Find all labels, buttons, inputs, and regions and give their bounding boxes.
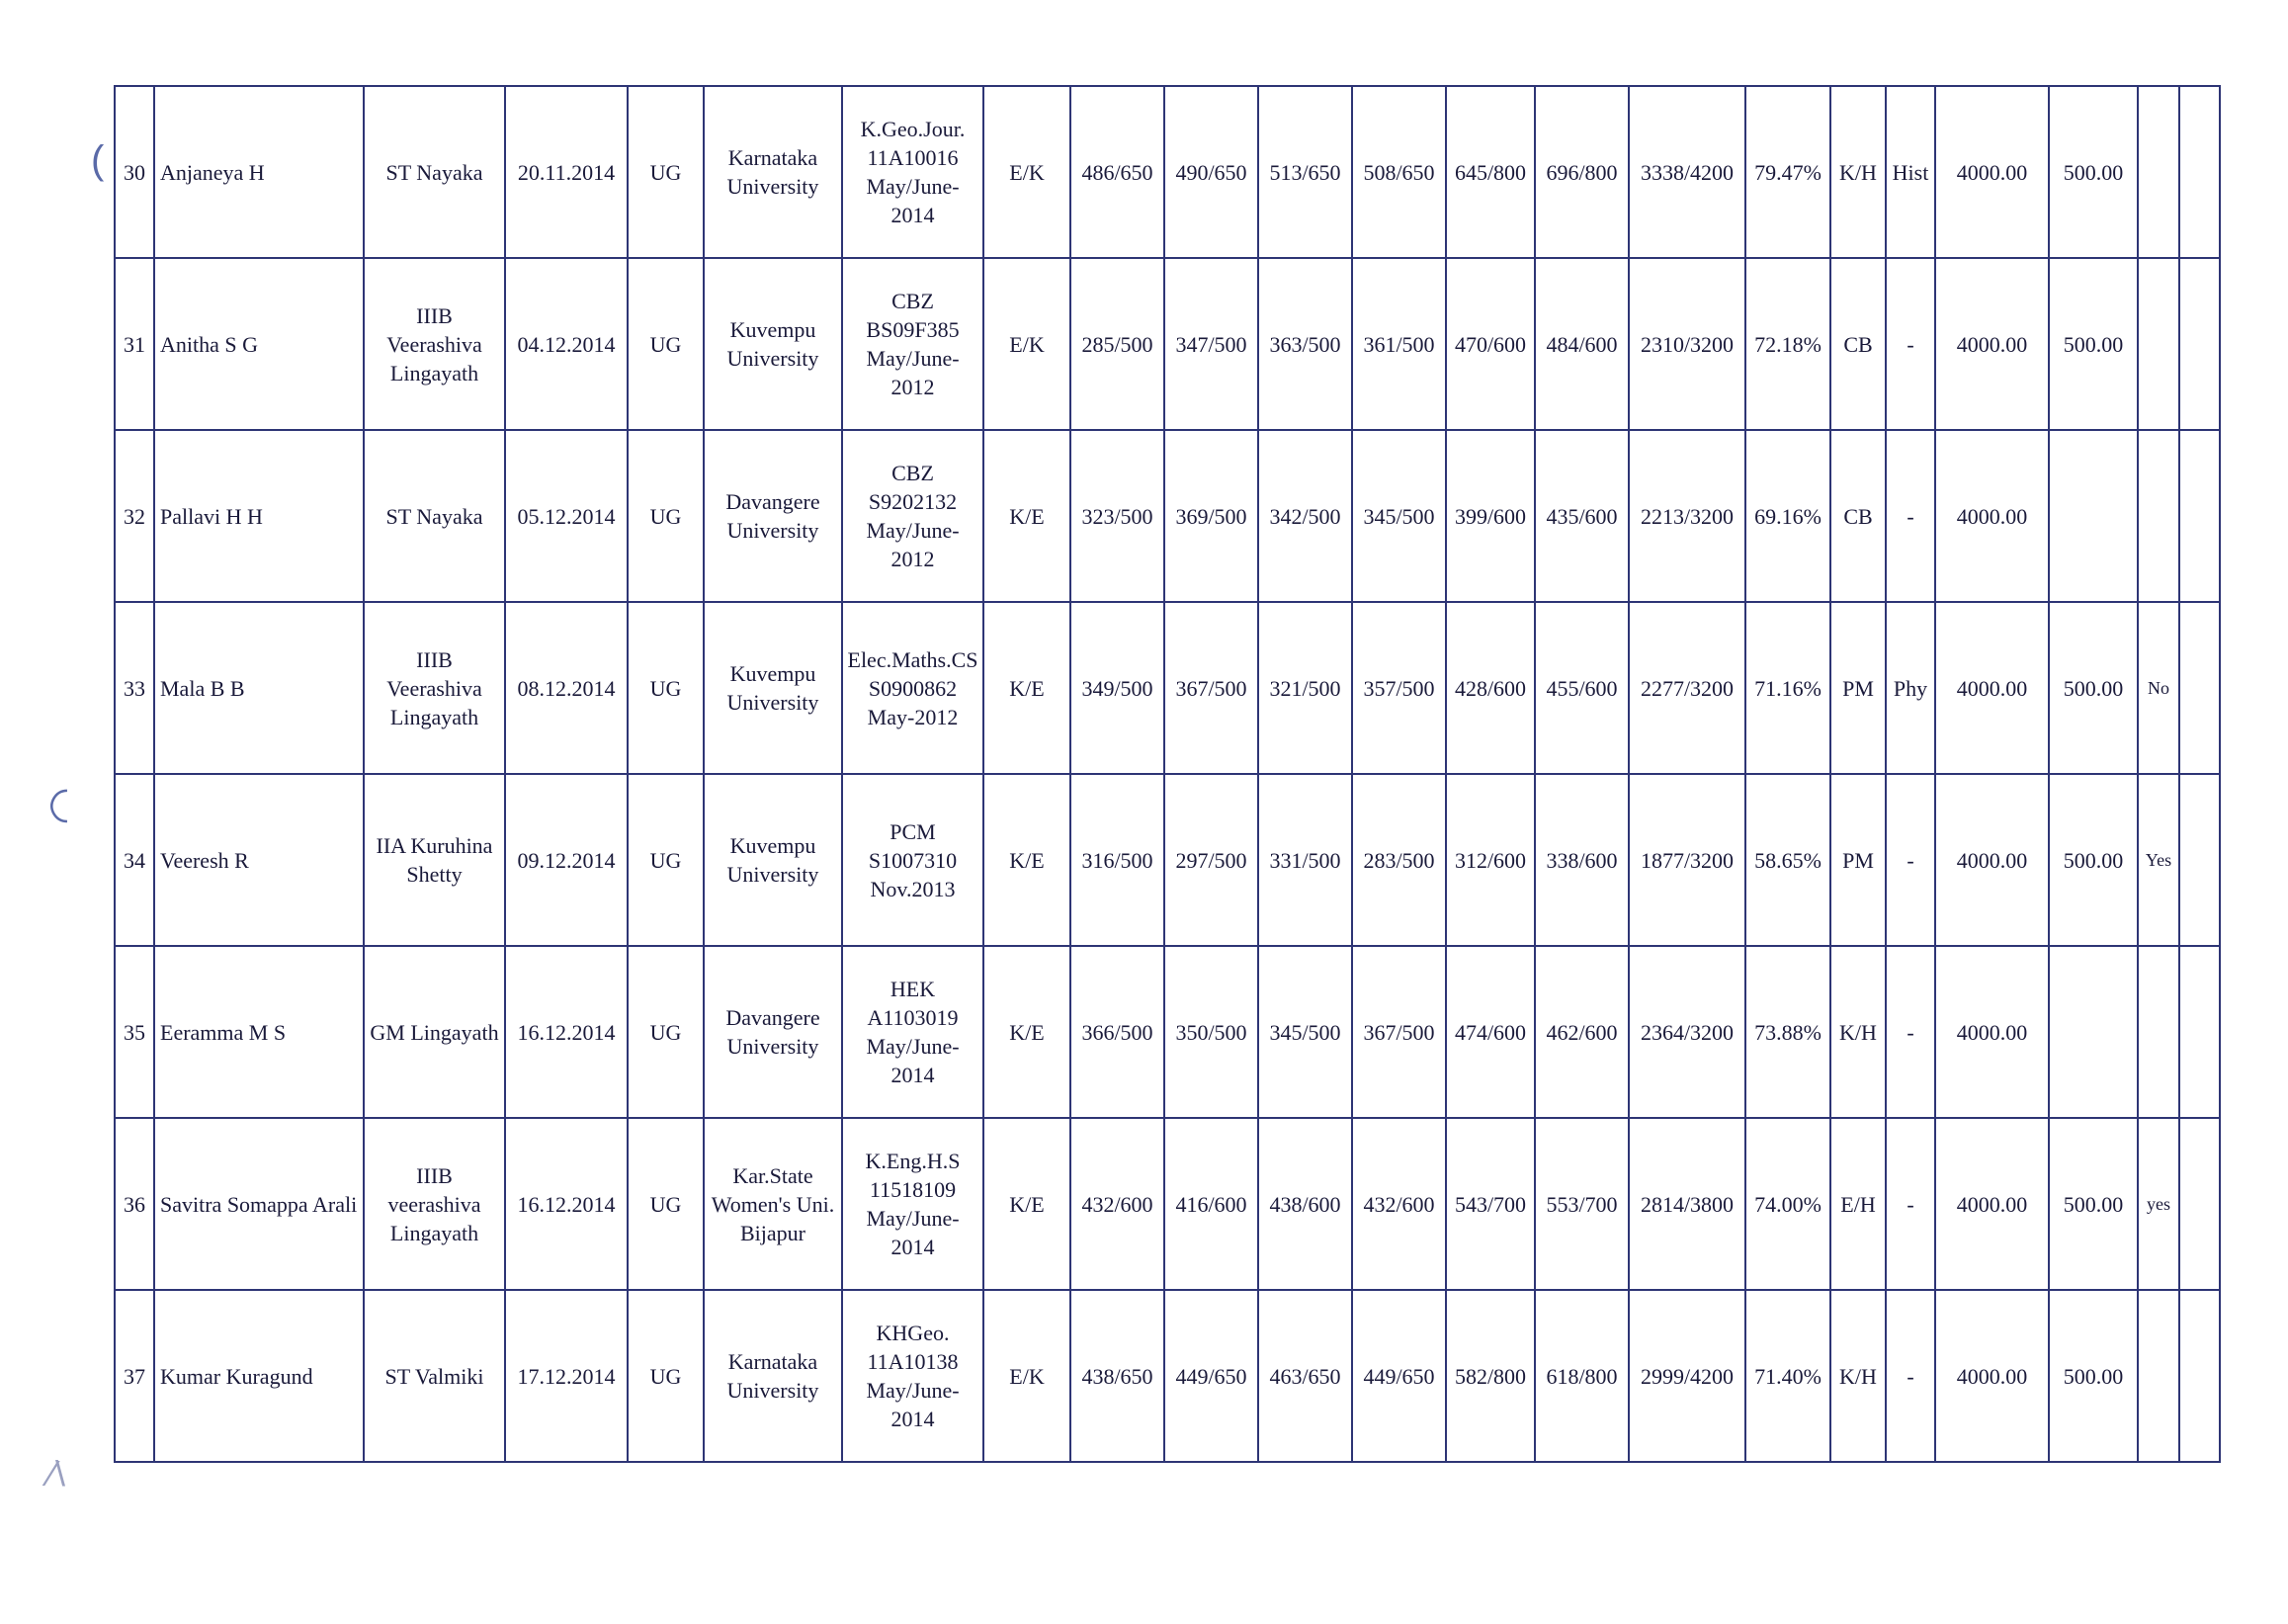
university-cell: Karnataka University	[704, 86, 842, 258]
student-name-cell: Pallavi H H	[154, 430, 364, 602]
marks-cell: 321/500	[1258, 602, 1352, 774]
serial-number-cell: 35	[115, 946, 154, 1118]
marks-cell: 438/600	[1258, 1118, 1352, 1290]
margin-pen-mark: ⁄\	[49, 1453, 66, 1494]
course-cell: UG	[628, 86, 704, 258]
serial-number-cell: 32	[115, 430, 154, 602]
amount-cell: 4000.00	[1935, 774, 2049, 946]
optional-subject-cell: -	[1886, 774, 1935, 946]
total-marks-cell: 3338/4200	[1629, 86, 1745, 258]
marks-cell: 543/700	[1446, 1118, 1535, 1290]
optional-subject-cell: E/H	[1830, 1118, 1886, 1290]
marks-cell: 432/600	[1070, 1118, 1164, 1290]
remark-cell	[2138, 258, 2179, 430]
marks-cell: 367/500	[1164, 602, 1258, 774]
student-name-cell: Kumar Kuragund	[154, 1290, 364, 1462]
student-name-cell: Anitha S G	[154, 258, 364, 430]
applicant-table	[114, 85, 2221, 1463]
category-cell: ST Nayaka	[364, 86, 505, 258]
serial-number-cell: 37	[115, 1290, 154, 1462]
medium-cell: K/E	[983, 1118, 1070, 1290]
total-marks-cell: 1877/3200	[1629, 774, 1745, 946]
marks-cell: 463/650	[1258, 1290, 1352, 1462]
optional-subject-cell: K/H	[1830, 1290, 1886, 1462]
marks-cell: 484/600	[1535, 258, 1629, 430]
remark-cell: No	[2138, 602, 2179, 774]
marks-cell: 508/650	[1352, 86, 1446, 258]
application-date-cell: 20.11.2014	[505, 86, 628, 258]
marks-cell: 331/500	[1258, 774, 1352, 946]
remark-cell: Yes	[2138, 774, 2179, 946]
marks-cell: 338/600	[1535, 774, 1629, 946]
marks-cell: 345/500	[1258, 946, 1352, 1118]
amount-cell: 500.00	[2049, 86, 2138, 258]
marks-cell: 345/500	[1352, 430, 1446, 602]
total-marks-cell: 2310/3200	[1629, 258, 1745, 430]
marks-cell: 618/800	[1535, 1290, 1629, 1462]
blank-cell	[2179, 1290, 2220, 1462]
marks-cell: 438/650	[1070, 1290, 1164, 1462]
marks-cell: 316/500	[1070, 774, 1164, 946]
student-name-cell: Anjaneya H	[154, 86, 364, 258]
serial-number-cell: 36	[115, 1118, 154, 1290]
marks-cell: 361/500	[1352, 258, 1446, 430]
table-row	[115, 258, 2220, 430]
register-number-cell: K.Geo.Jour. 11A10016 May/June-2014	[842, 86, 983, 258]
university-cell: Kuvempu University	[704, 258, 842, 430]
medium-cell: K/E	[983, 946, 1070, 1118]
optional-subject-cell: PM	[1830, 602, 1886, 774]
university-cell: Kuvempu University	[704, 602, 842, 774]
marks-cell: 455/600	[1535, 602, 1629, 774]
marks-cell: 432/600	[1352, 1118, 1446, 1290]
marks-cell: 342/500	[1258, 430, 1352, 602]
application-date-cell: 17.12.2014	[505, 1290, 628, 1462]
table-row	[115, 774, 2220, 946]
course-cell: UG	[628, 946, 704, 1118]
optional-subject-cell: Phy	[1886, 602, 1935, 774]
optional-subject-cell: K/H	[1830, 946, 1886, 1118]
application-date-cell: 16.12.2014	[505, 946, 628, 1118]
optional-subject-cell: -	[1886, 1118, 1935, 1290]
total-marks-cell: 2814/3800	[1629, 1118, 1745, 1290]
percentage-cell: 73.88%	[1745, 946, 1830, 1118]
amount-cell: 4000.00	[1935, 946, 2049, 1118]
total-marks-cell: 2213/3200	[1629, 430, 1745, 602]
application-date-cell: 16.12.2014	[505, 1118, 628, 1290]
marks-cell: 347/500	[1164, 258, 1258, 430]
register-number-cell: PCM S1007310 Nov.2013	[842, 774, 983, 946]
category-cell: IIIB Veerashiva Lingayath	[364, 602, 505, 774]
amount-cell: 4000.00	[1935, 1118, 2049, 1290]
serial-number-cell: 33	[115, 602, 154, 774]
blank-cell	[2179, 774, 2220, 946]
margin-pen-mark: (	[91, 138, 105, 182]
application-date-cell: 08.12.2014	[505, 602, 628, 774]
medium-cell: K/E	[983, 774, 1070, 946]
blank-cell	[2179, 602, 2220, 774]
percentage-cell: 69.16%	[1745, 430, 1830, 602]
marks-cell: 283/500	[1352, 774, 1446, 946]
table-row	[115, 430, 2220, 602]
register-number-cell: Elec.Maths.CS S0900862 May-2012	[842, 602, 983, 774]
blank-cell	[2179, 430, 2220, 602]
percentage-cell: 58.65%	[1745, 774, 1830, 946]
table-row	[115, 602, 2220, 774]
course-cell: UG	[628, 1290, 704, 1462]
medium-cell: K/E	[983, 430, 1070, 602]
marks-cell: 366/500	[1070, 946, 1164, 1118]
marks-cell: 363/500	[1258, 258, 1352, 430]
blank-cell	[2179, 1118, 2220, 1290]
amount-cell: 4000.00	[1935, 1290, 2049, 1462]
amount-cell: 4000.00	[1935, 258, 2049, 430]
medium-cell: E/K	[983, 86, 1070, 258]
total-marks-cell: 2277/3200	[1629, 602, 1745, 774]
blank-cell	[2179, 258, 2220, 430]
category-cell: IIA Kuruhina Shetty	[364, 774, 505, 946]
marks-cell: 645/800	[1446, 86, 1535, 258]
university-cell: Kar.State Women's Uni. Bijapur	[704, 1118, 842, 1290]
marks-cell: 462/600	[1535, 946, 1629, 1118]
university-cell: Davangere University	[704, 430, 842, 602]
register-number-cell: CBZ S9202132 May/June-2012	[842, 430, 983, 602]
medium-cell: K/E	[983, 602, 1070, 774]
optional-subject-cell: -	[1886, 946, 1935, 1118]
course-cell: UG	[628, 258, 704, 430]
marks-cell: 486/650	[1070, 86, 1164, 258]
university-cell: Davangere University	[704, 946, 842, 1118]
medium-cell: E/K	[983, 1290, 1070, 1462]
application-date-cell: 04.12.2014	[505, 258, 628, 430]
marks-cell: 367/500	[1352, 946, 1446, 1118]
application-date-cell: 09.12.2014	[505, 774, 628, 946]
amount-cell: 500.00	[2049, 258, 2138, 430]
marks-cell: 399/600	[1446, 430, 1535, 602]
optional-subject-cell: -	[1886, 430, 1935, 602]
amount-cell: 500.00	[2049, 1118, 2138, 1290]
category-cell: ST Valmiki	[364, 1290, 505, 1462]
optional-subject-cell: CB	[1830, 258, 1886, 430]
amount-cell: 4000.00	[1935, 602, 2049, 774]
amount-cell: 500.00	[2049, 602, 2138, 774]
marks-cell: 285/500	[1070, 258, 1164, 430]
percentage-cell: 79.47%	[1745, 86, 1830, 258]
amount-cell	[2049, 946, 2138, 1118]
percentage-cell: 71.40%	[1745, 1290, 1830, 1462]
course-cell: UG	[628, 1118, 704, 1290]
marks-cell: 470/600	[1446, 258, 1535, 430]
amount-cell: 500.00	[2049, 1290, 2138, 1462]
marks-cell: 297/500	[1164, 774, 1258, 946]
course-cell: UG	[628, 430, 704, 602]
remark-cell: yes	[2138, 1118, 2179, 1290]
student-name-cell: Savitra Somappa Arali	[154, 1118, 364, 1290]
percentage-cell: 71.16%	[1745, 602, 1830, 774]
amount-cell: 500.00	[2049, 774, 2138, 946]
marks-cell: 696/800	[1535, 86, 1629, 258]
student-name-cell: Veeresh R	[154, 774, 364, 946]
blank-cell	[2179, 946, 2220, 1118]
remark-cell	[2138, 1290, 2179, 1462]
course-cell: UG	[628, 774, 704, 946]
optional-subject-cell: K/H	[1830, 86, 1886, 258]
marks-cell: 490/650	[1164, 86, 1258, 258]
register-number-cell: K.Eng.H.S 11518109 May/June-2014	[842, 1118, 983, 1290]
margin-pen-mark: ◡	[45, 787, 95, 825]
total-marks-cell: 2364/3200	[1629, 946, 1745, 1118]
serial-number-cell: 31	[115, 258, 154, 430]
register-number-cell: KHGeo. 11A10138 May/June-2014	[842, 1290, 983, 1462]
optional-subject-cell: Hist	[1886, 86, 1935, 258]
marks-cell: 350/500	[1164, 946, 1258, 1118]
marks-cell: 312/600	[1446, 774, 1535, 946]
marks-cell: 428/600	[1446, 602, 1535, 774]
register-number-cell: HEK A1103019 May/June-2014	[842, 946, 983, 1118]
serial-number-cell: 30	[115, 86, 154, 258]
percentage-cell: 72.18%	[1745, 258, 1830, 430]
marks-cell: 349/500	[1070, 602, 1164, 774]
course-cell: UG	[628, 602, 704, 774]
category-cell: IIIB Veerashiva Lingayath	[364, 258, 505, 430]
marks-cell: 474/600	[1446, 946, 1535, 1118]
marks-cell: 357/500	[1352, 602, 1446, 774]
optional-subject-cell: PM	[1830, 774, 1886, 946]
marks-cell: 435/600	[1535, 430, 1629, 602]
remark-cell	[2138, 946, 2179, 1118]
remark-cell	[2138, 86, 2179, 258]
marks-cell: 449/650	[1164, 1290, 1258, 1462]
amount-cell	[2049, 430, 2138, 602]
category-cell: ST Nayaka	[364, 430, 505, 602]
table-row	[115, 86, 2220, 258]
optional-subject-cell: -	[1886, 258, 1935, 430]
table-row	[115, 946, 2220, 1118]
university-cell: Kuvempu University	[704, 774, 842, 946]
remark-cell	[2138, 430, 2179, 602]
percentage-cell: 74.00%	[1745, 1118, 1830, 1290]
serial-number-cell: 34	[115, 774, 154, 946]
application-date-cell: 05.12.2014	[505, 430, 628, 602]
table-row	[115, 1118, 2220, 1290]
marks-cell: 449/650	[1352, 1290, 1446, 1462]
student-name-cell: Eeramma M S	[154, 946, 364, 1118]
optional-subject-cell: -	[1886, 1290, 1935, 1462]
marks-cell: 369/500	[1164, 430, 1258, 602]
total-marks-cell: 2999/4200	[1629, 1290, 1745, 1462]
optional-subject-cell: CB	[1830, 430, 1886, 602]
amount-cell: 4000.00	[1935, 430, 2049, 602]
medium-cell: E/K	[983, 258, 1070, 430]
marks-cell: 582/800	[1446, 1290, 1535, 1462]
category-cell: IIIB veerashiva Lingayath	[364, 1118, 505, 1290]
register-number-cell: CBZ BS09F385 May/June-2012	[842, 258, 983, 430]
amount-cell: 4000.00	[1935, 86, 2049, 258]
marks-cell: 553/700	[1535, 1118, 1629, 1290]
blank-cell	[2179, 86, 2220, 258]
university-cell: Karnataka University	[704, 1290, 842, 1462]
marks-cell: 323/500	[1070, 430, 1164, 602]
student-name-cell: Mala B B	[154, 602, 364, 774]
table-row	[115, 1290, 2220, 1462]
category-cell: GM Lingayath	[364, 946, 505, 1118]
marks-cell: 416/600	[1164, 1118, 1258, 1290]
marks-cell: 513/650	[1258, 86, 1352, 258]
